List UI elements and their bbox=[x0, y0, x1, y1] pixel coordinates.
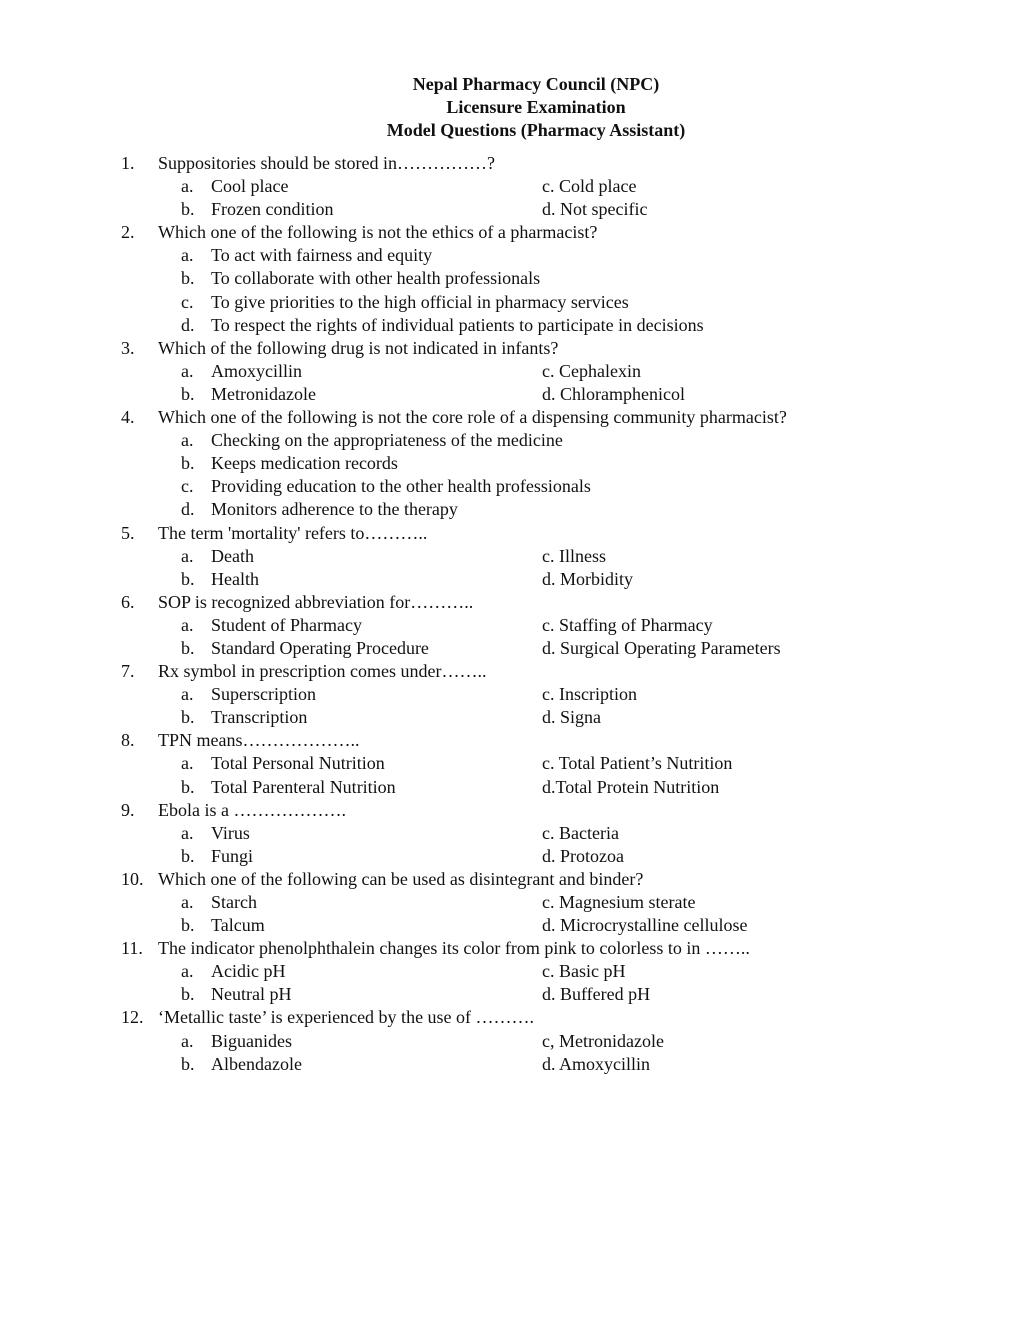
options-row bbox=[0, 845, 1024, 868]
option-text: Monitors adherence to the therapy bbox=[211, 499, 458, 520]
question-number: 6. bbox=[121, 591, 135, 612]
option-letter: c. bbox=[542, 360, 555, 381]
question-text: Suppositories should be stored in……………? bbox=[158, 153, 495, 173]
option-letter: a. bbox=[181, 176, 194, 197]
option-letter: b. bbox=[181, 453, 195, 474]
option-letter: c. bbox=[181, 291, 194, 312]
question-2 bbox=[0, 221, 1024, 244]
question-number: 1. bbox=[121, 153, 135, 173]
option-right-column bbox=[542, 1030, 664, 1053]
option-text: Metronidazole bbox=[211, 383, 316, 404]
option-right-column bbox=[542, 752, 732, 775]
option-letter: a. bbox=[181, 753, 194, 774]
option-row bbox=[0, 314, 1024, 337]
question-11 bbox=[0, 937, 1024, 960]
question-5 bbox=[0, 522, 1024, 545]
options-row bbox=[0, 1030, 1024, 1053]
question-7 bbox=[0, 660, 1024, 683]
option-right-column bbox=[542, 198, 647, 221]
option-text: Protozoa bbox=[560, 845, 624, 866]
option-right-column bbox=[542, 545, 606, 568]
option-letter: a. bbox=[181, 1030, 194, 1051]
option-letter: d. bbox=[542, 845, 556, 866]
question-text: The indicator phenolphthalein changes its color from pink to colorless to in …….. bbox=[158, 938, 750, 959]
option-letter: b. bbox=[181, 915, 195, 936]
option-text: Amoxycillin bbox=[211, 360, 302, 381]
option-right-column bbox=[542, 1053, 650, 1076]
option-letter: d. bbox=[542, 984, 556, 1005]
option-text: Magnesium sterate bbox=[559, 892, 696, 912]
question-number: 3. bbox=[121, 337, 135, 358]
option-text: To collaborate with other health professionals bbox=[211, 268, 541, 289]
option-right-column bbox=[542, 568, 633, 591]
option-text: Total Patient’s Nutrition bbox=[558, 753, 733, 774]
question-number: 9. bbox=[121, 799, 135, 820]
option-text: To respect the rights of individual patients to participate in decisions bbox=[211, 314, 704, 335]
header-exam-name: Licensure Examination bbox=[446, 97, 626, 117]
option-text: Virus bbox=[211, 822, 250, 843]
options-row bbox=[0, 776, 1024, 799]
option-text: To give priorities to the high official in pharmacy services bbox=[211, 291, 629, 312]
question-text: Which one of the following is not the ethics of a pharmacist? bbox=[158, 222, 598, 243]
options-row bbox=[0, 175, 1024, 198]
option-letter: c. bbox=[542, 176, 555, 197]
option-text: Basic pH bbox=[559, 961, 626, 982]
question-text: Which one of the following is not the core role of a dispensing community pharmacist? bbox=[158, 407, 787, 428]
option-letter: b. bbox=[181, 268, 195, 289]
option-letter: b. bbox=[181, 568, 195, 589]
option-text: Not specific bbox=[560, 199, 648, 220]
question-number: 7. bbox=[121, 661, 135, 682]
options-row bbox=[0, 706, 1024, 729]
option-text: Neutral pH bbox=[211, 984, 292, 1005]
option-letter: c. bbox=[542, 753, 555, 774]
option-text: Albendazole bbox=[211, 1053, 302, 1074]
question-number: 8. bbox=[121, 730, 135, 751]
option-letter: c. bbox=[542, 684, 555, 705]
options-row bbox=[0, 1053, 1024, 1076]
options-row bbox=[0, 960, 1024, 983]
question-10 bbox=[0, 868, 1024, 891]
option-letter: a. bbox=[181, 360, 194, 381]
options-row bbox=[0, 914, 1024, 937]
option-letter: a. bbox=[181, 822, 194, 843]
question-8 bbox=[0, 729, 1024, 752]
option-letter: b. bbox=[181, 383, 195, 404]
option-letter: c. bbox=[542, 545, 555, 566]
option-text: Staffing of Pharmacy bbox=[559, 614, 713, 635]
option-text: Health bbox=[211, 568, 259, 589]
question-9 bbox=[0, 799, 1024, 822]
option-letter: d. bbox=[542, 637, 556, 658]
option-right-column bbox=[542, 960, 626, 983]
option-right-column bbox=[542, 983, 650, 1006]
question-text: ‘Metallic taste’ is experienced by the use of ………. bbox=[158, 1007, 535, 1028]
question-number: 10. bbox=[121, 868, 144, 889]
question-text: Which one of the following can be used as disintegrant and binder? bbox=[158, 868, 644, 889]
option-row bbox=[0, 291, 1024, 314]
question-4 bbox=[0, 406, 1024, 429]
question-number: 2. bbox=[121, 222, 135, 243]
options-row bbox=[0, 545, 1024, 568]
option-letter: a. bbox=[181, 892, 194, 912]
option-letter: b. bbox=[181, 707, 195, 728]
question-number: 4. bbox=[121, 407, 135, 428]
option-text: Metronidazole bbox=[559, 1030, 664, 1051]
option-text: Providing education to the other health professionals bbox=[211, 476, 591, 497]
option-text: Surgical Operating Parameters bbox=[560, 637, 781, 658]
option-right-column bbox=[542, 891, 695, 914]
option-text: Standard Operating Procedure bbox=[211, 637, 429, 658]
option-text: Talcum bbox=[211, 915, 265, 936]
option-letter: a. bbox=[181, 614, 194, 635]
option-letter: d. bbox=[542, 383, 556, 404]
option-text: Frozen condition bbox=[211, 199, 334, 220]
question-12 bbox=[0, 1006, 1024, 1029]
option-text: Buffered pH bbox=[560, 984, 651, 1005]
option-text: Superscription bbox=[211, 684, 316, 705]
option-letter: a. bbox=[181, 245, 194, 266]
options-row bbox=[0, 198, 1024, 221]
options-row bbox=[0, 822, 1024, 845]
option-letter: b. bbox=[181, 845, 195, 866]
option-row bbox=[0, 498, 1024, 521]
document-header bbox=[0, 73, 1024, 142]
options-row bbox=[0, 983, 1024, 1006]
option-letter: a. bbox=[181, 430, 194, 451]
option-row bbox=[0, 429, 1024, 452]
option-letter: b. bbox=[181, 637, 195, 658]
question-1 bbox=[0, 152, 1024, 175]
option-right-column bbox=[542, 175, 636, 198]
option-right-column bbox=[542, 914, 747, 937]
option-text: Amoxycillin bbox=[559, 1053, 651, 1074]
option-text: Checking on the appropriateness of the medicine bbox=[211, 430, 563, 451]
option-text: Cool place bbox=[211, 176, 289, 197]
options-row bbox=[0, 568, 1024, 591]
option-letter: a. bbox=[181, 545, 194, 566]
option-text: Acidic pH bbox=[211, 961, 286, 982]
question-3 bbox=[0, 337, 1024, 360]
option-text: Keeps medication records bbox=[211, 453, 398, 474]
option-text: Fungi bbox=[211, 845, 254, 866]
option-letter: c. bbox=[542, 822, 555, 843]
question-text: SOP is recognized abbreviation for……….. bbox=[158, 591, 474, 612]
option-right-column bbox=[542, 360, 641, 383]
header-model-questions: Model Questions (Pharmacy Assistant) bbox=[386, 120, 686, 140]
question-text: Which of the following drug is not indicated in infants? bbox=[158, 337, 559, 358]
option-right-column bbox=[542, 706, 601, 729]
options-row bbox=[0, 383, 1024, 406]
option-letter: d. bbox=[542, 707, 556, 728]
options-row bbox=[0, 891, 1024, 914]
option-right-column bbox=[542, 776, 719, 799]
option-right-column bbox=[542, 845, 624, 868]
option-row bbox=[0, 267, 1024, 290]
option-text: Signa bbox=[560, 707, 602, 728]
option-letter: d. bbox=[181, 314, 195, 335]
option-row bbox=[0, 452, 1024, 475]
option-right-column bbox=[542, 822, 619, 845]
option-text: Starch bbox=[211, 892, 257, 912]
option-letter: a. bbox=[181, 961, 194, 982]
header-council-name: Nepal Pharmacy Council (NPC) bbox=[412, 74, 660, 94]
option-letter: d. bbox=[181, 499, 195, 520]
option-letter: c. bbox=[542, 892, 555, 912]
options-row bbox=[0, 360, 1024, 383]
option-letter: c, bbox=[542, 1030, 555, 1051]
option-text: Cephalexin bbox=[559, 360, 641, 381]
question-list bbox=[0, 152, 1024, 1076]
question-text: Ebola is a ………………. bbox=[158, 799, 346, 820]
option-text: Death bbox=[211, 545, 254, 566]
option-row bbox=[0, 244, 1024, 267]
option-text: Student of Pharmacy bbox=[211, 614, 362, 635]
option-letter: a. bbox=[181, 684, 194, 705]
option-text: Biguanides bbox=[211, 1030, 292, 1051]
option-row bbox=[0, 475, 1024, 498]
question-text: The term 'mortality' refers to……….. bbox=[158, 522, 428, 543]
option-text: Inscription bbox=[559, 684, 637, 705]
option-text: Chloramphenicol bbox=[560, 383, 685, 404]
option-letter: b. bbox=[181, 199, 195, 220]
option-text: Total Parenteral Nutrition bbox=[211, 776, 396, 797]
option-text: d.Total Protein Nutrition bbox=[542, 776, 720, 797]
option-letter: d. bbox=[542, 1053, 556, 1074]
option-letter: d. bbox=[542, 915, 556, 936]
option-text: To act with fairness and equity bbox=[211, 245, 433, 266]
option-letter: b. bbox=[181, 984, 195, 1005]
question-text: TPN means……………….. bbox=[158, 730, 360, 751]
option-letter: d. bbox=[542, 568, 556, 589]
option-letter: b. bbox=[181, 1053, 195, 1074]
option-right-column bbox=[542, 614, 713, 637]
option-right-column bbox=[542, 383, 685, 406]
option-letter: d. bbox=[542, 199, 556, 220]
option-letter: c. bbox=[542, 961, 555, 982]
question-number: 5. bbox=[121, 522, 135, 543]
option-text: Bacteria bbox=[559, 822, 619, 843]
option-right-column bbox=[542, 683, 637, 706]
question-text: Rx symbol in prescription comes under…….. bbox=[158, 661, 487, 682]
question-number: 11. bbox=[121, 938, 143, 959]
question-6 bbox=[0, 591, 1024, 614]
option-right-column bbox=[542, 637, 781, 660]
option-letter: b. bbox=[181, 776, 195, 797]
option-text: Total Personal Nutrition bbox=[211, 753, 385, 774]
option-text: Transcription bbox=[211, 707, 308, 728]
option-text: Morbidity bbox=[560, 568, 634, 589]
options-row bbox=[0, 637, 1024, 660]
option-letter: c. bbox=[181, 476, 194, 497]
option-text: Microcrystalline cellulose bbox=[560, 915, 748, 936]
question-number: 12. bbox=[121, 1007, 144, 1028]
option-text: Illness bbox=[559, 545, 606, 566]
options-row bbox=[0, 752, 1024, 775]
options-row bbox=[0, 614, 1024, 637]
option-letter: c. bbox=[542, 614, 555, 635]
options-row bbox=[0, 683, 1024, 706]
option-text: Cold place bbox=[559, 176, 637, 197]
